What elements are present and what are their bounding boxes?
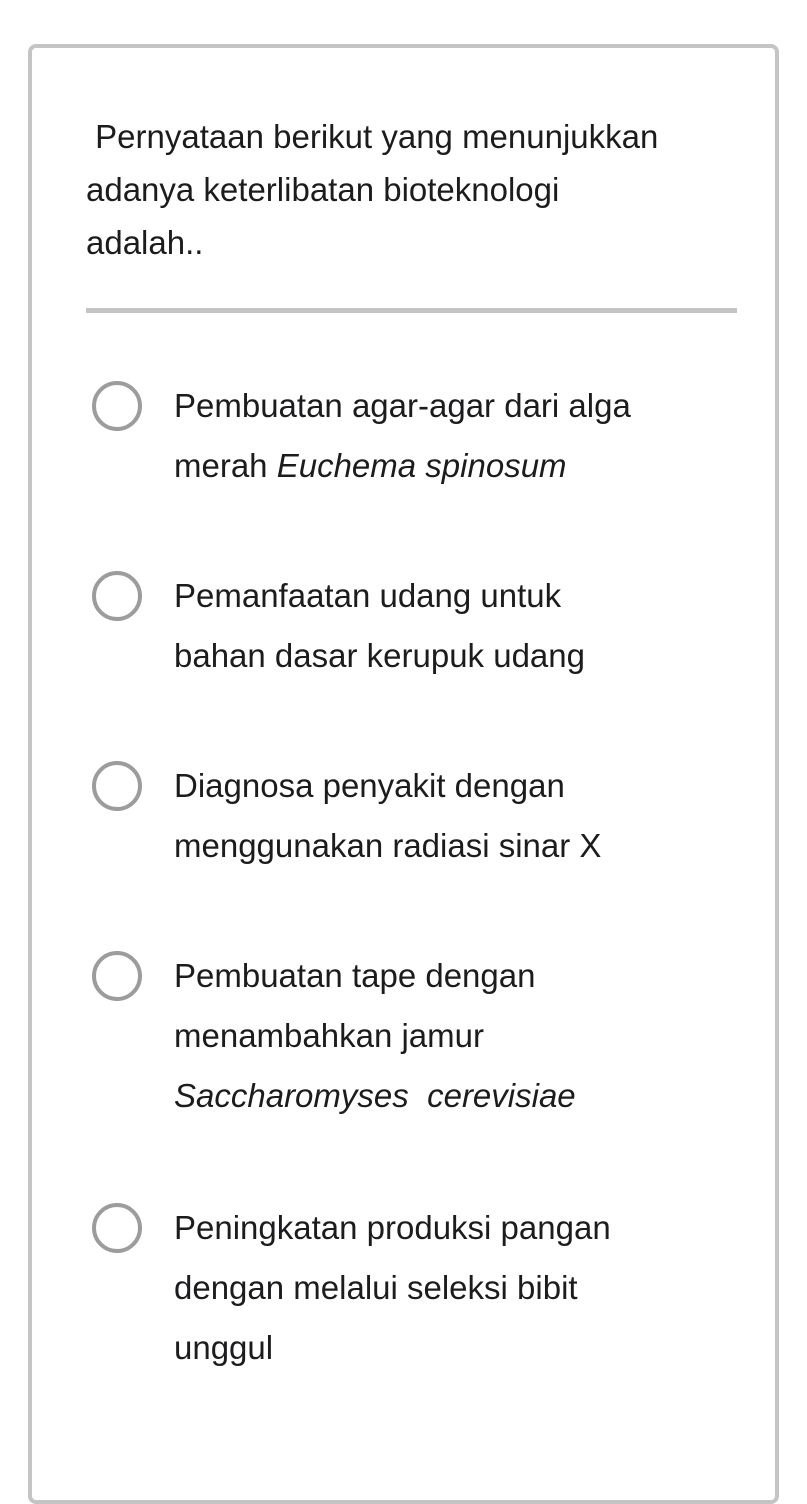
- option-line: dengan melalui seleksi bibit: [174, 1269, 578, 1306]
- option-label: [174, 376, 694, 496]
- option-label: [174, 946, 694, 1126]
- option-label: [174, 566, 694, 686]
- option-line: [174, 1066, 694, 1126]
- divider: [86, 308, 737, 313]
- radio-button[interactable]: [92, 571, 142, 621]
- option-label: [174, 1198, 694, 1378]
- option-line: bahan dasar kerupuk udang: [174, 637, 585, 674]
- option-line: Diagnosa penyakit dengan: [174, 767, 565, 804]
- option-label: [174, 756, 694, 876]
- option-text-italic: Saccharomyses cerevisiae: [174, 1077, 576, 1114]
- option-line: menggunakan radiasi sinar X: [174, 827, 602, 864]
- option-text-italic: Euchema spinosum: [276, 447, 567, 484]
- radio-button[interactable]: [92, 1203, 142, 1253]
- option-line: [174, 436, 694, 496]
- option-line: Pembuatan tape dengan: [174, 957, 536, 994]
- option-text-plain: merah: [174, 447, 277, 484]
- radio-button[interactable]: [92, 951, 142, 1001]
- option-line: menambahkan jamur: [174, 1017, 484, 1054]
- option-line: unggul: [174, 1329, 274, 1366]
- option-line: Pembuatan agar-agar dari alga: [174, 387, 631, 424]
- option-line: Peningkatan produksi pangan: [174, 1209, 611, 1246]
- question-card: [28, 44, 779, 1504]
- option-line: Pemanfaatan udang untuk: [174, 577, 562, 614]
- radio-button[interactable]: [92, 381, 142, 431]
- radio-button[interactable]: [92, 761, 142, 811]
- question-text: Pernyataan berikut yang menunjukkan adanya keterlibatan bioteknologi adalah..: [86, 118, 659, 261]
